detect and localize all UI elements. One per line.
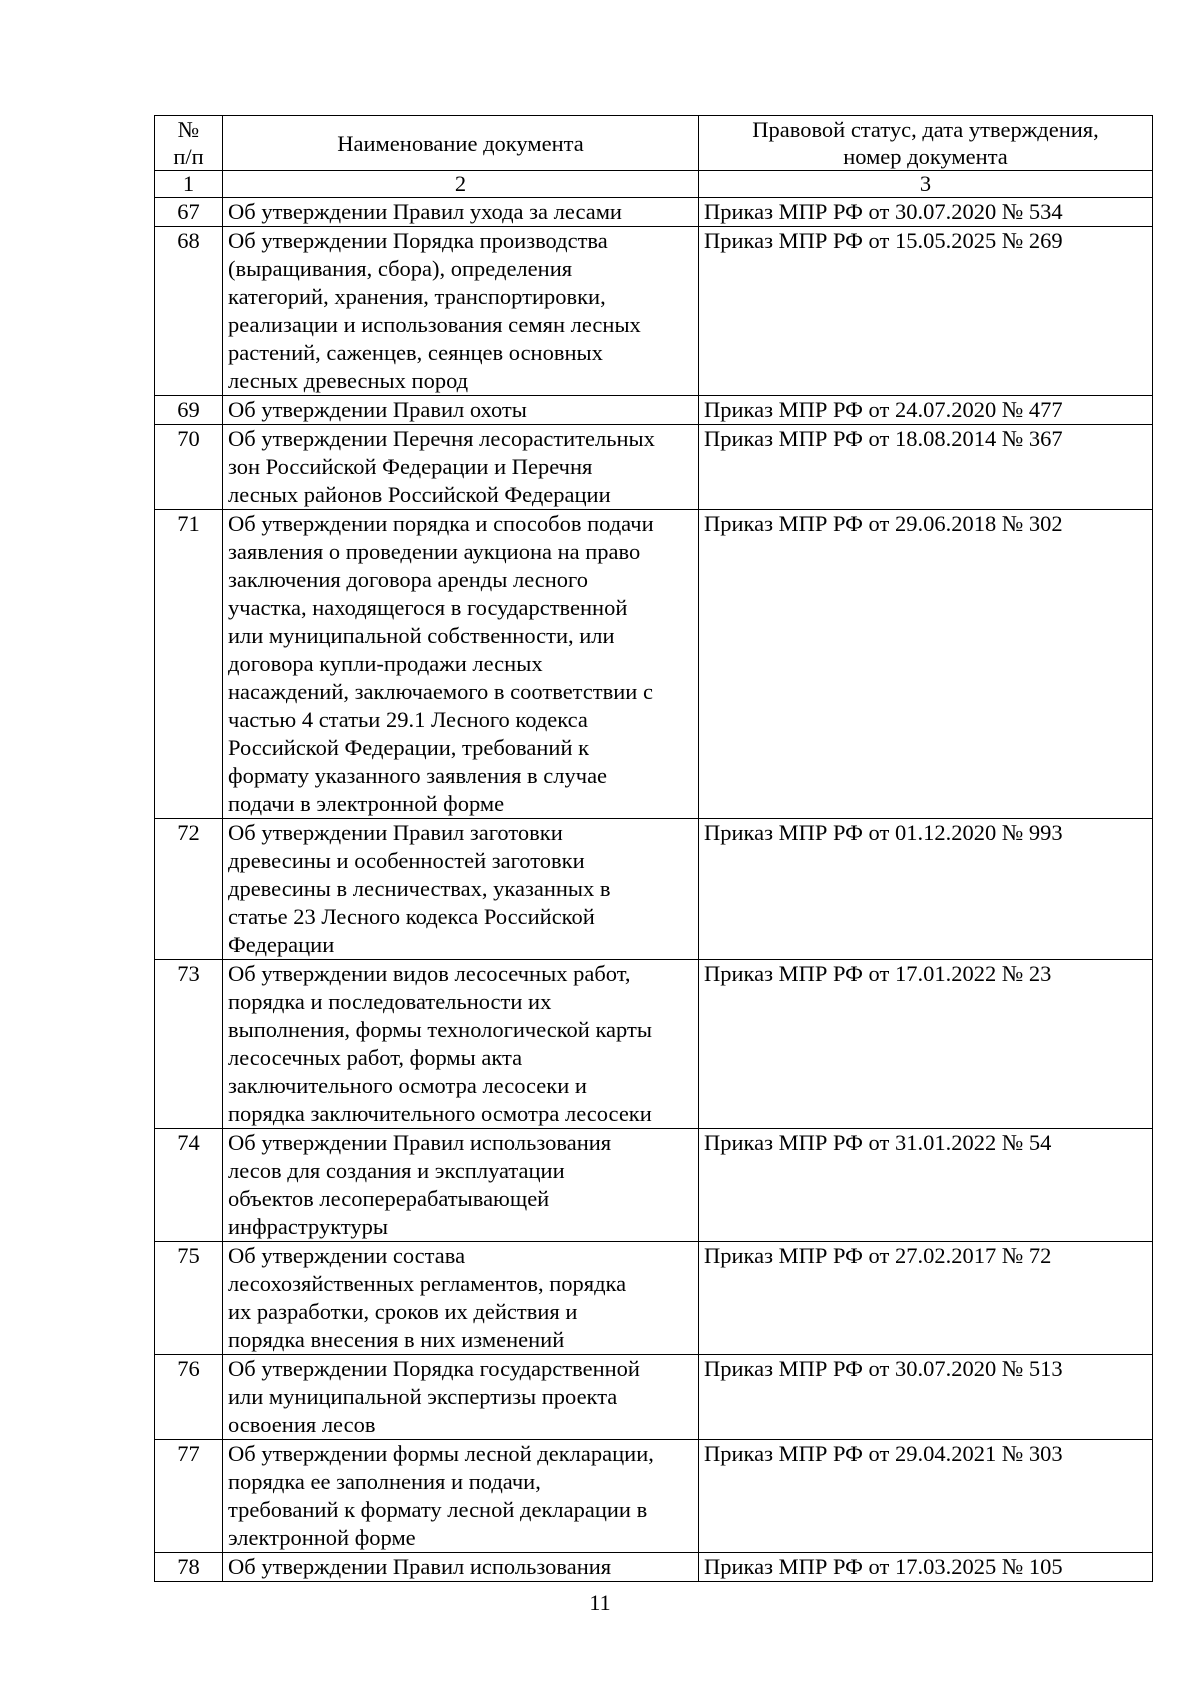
row-number: 67	[155, 198, 223, 227]
table-row	[155, 1242, 1153, 1355]
legal-status: Приказ МПР РФ от 17.01.2022 № 23	[699, 960, 1153, 1129]
row-number: 68	[155, 227, 223, 396]
document-name: Об утверждении Правил использования лесов для создания и эксплуатации объектов лесоперерабатывающей инфраструктуры	[223, 1129, 699, 1242]
row-number: 71	[155, 510, 223, 819]
document-name: Об утверждении Перечня лесорастительных зон Российской Федерации и Перечня лесных районов Российской Федерации	[223, 425, 699, 510]
column-index: 2	[223, 171, 699, 198]
row-number: 73	[155, 960, 223, 1129]
row-number: 69	[155, 396, 223, 425]
document-name: Об утверждении Порядка производства (выращивания, сбора), определения категорий, хранения, транспортировки, реализации и использования семян лесных растений, саженцев, сеянцев основных лесных древесных пород	[223, 227, 699, 396]
table-row	[155, 1129, 1153, 1242]
document-name: Об утверждении видов лесосечных работ, порядка и последовательности их выполнения, формы технологической карты лесосечных работ, формы акта заключительного осмотра лесосеки и порядка заключительного осмотра лесосеки	[223, 960, 699, 1129]
header-num: № п/п	[155, 116, 223, 171]
legal-status: Приказ МПР РФ от 30.07.2020 № 513	[699, 1355, 1153, 1440]
header-status: Правовой статус, дата утверждения, номер документа	[699, 116, 1153, 171]
table-row	[155, 1355, 1153, 1440]
table-row	[155, 1553, 1153, 1582]
legal-status: Приказ МПР РФ от 30.07.2020 № 534	[699, 198, 1153, 227]
legal-status: Приказ МПР РФ от 31.01.2022 № 54	[699, 1129, 1153, 1242]
table-row	[155, 425, 1153, 510]
row-number: 77	[155, 1440, 223, 1553]
document-name: Об утверждении формы лесной декларации, порядка ее заполнения и подачи, требований к формату лесной декларации в электронной форме	[223, 1440, 699, 1553]
legal-status: Приказ МПР РФ от 01.12.2020 № 993	[699, 819, 1153, 960]
table-body	[155, 198, 1153, 1582]
table-row	[155, 819, 1153, 960]
legal-status: Приказ МПР РФ от 24.07.2020 № 477	[699, 396, 1153, 425]
column-index-row	[155, 171, 1153, 198]
legal-status: Приказ МПР РФ от 29.06.2018 № 302	[699, 510, 1153, 819]
legal-status: Приказ МПР РФ от 27.02.2017 № 72	[699, 1242, 1153, 1355]
documents-table	[154, 115, 1153, 1582]
table-row	[155, 227, 1153, 396]
legal-status: Приказ МПР РФ от 18.08.2014 № 367	[699, 425, 1153, 510]
header-row	[155, 116, 1153, 171]
row-number: 78	[155, 1553, 223, 1582]
row-number: 76	[155, 1355, 223, 1440]
document-name: Об утверждении порядка и способов подачи заявления о проведении аукциона на право заключения договора аренды лесного участка, находящегося в государственной или муниципальной собственности, или договора купли-продажи лесных насаждений, заключаемого в соответствии с частью 4 статьи 29.1 Лесного кодекса Российской Федерации, требований к формату указанного заявления в случае подачи в электронной форме	[223, 510, 699, 819]
legal-status: Приказ МПР РФ от 15.05.2025 № 269	[699, 227, 1153, 396]
table-row	[155, 198, 1153, 227]
table-row	[155, 510, 1153, 819]
document-name: Об утверждении Порядка государственной или муниципальной экспертизы проекта освоения лесов	[223, 1355, 699, 1440]
column-index: 1	[155, 171, 223, 198]
document-name: Об утверждении Правил ухода за лесами	[223, 198, 699, 227]
document-name: Об утверждении Правил использования	[223, 1553, 699, 1582]
legal-status: Приказ МПР РФ от 17.03.2025 № 105	[699, 1553, 1153, 1582]
row-number: 74	[155, 1129, 223, 1242]
column-index: 3	[699, 171, 1153, 198]
row-number: 72	[155, 819, 223, 960]
legal-status: Приказ МПР РФ от 29.04.2021 № 303	[699, 1440, 1153, 1553]
document-name: Об утверждении состава лесохозяйственных регламентов, порядка их разработки, сроков их действия и порядка внесения в них изменений	[223, 1242, 699, 1355]
document-name: Об утверждении Правил охоты	[223, 396, 699, 425]
table-row	[155, 396, 1153, 425]
row-number: 70	[155, 425, 223, 510]
table-header	[155, 116, 1153, 198]
table-row	[155, 1440, 1153, 1553]
row-number: 75	[155, 1242, 223, 1355]
page-number: 11	[589, 1590, 611, 1615]
header-name: Наименование документа	[223, 116, 699, 171]
document-name: Об утверждении Правил заготовки древесины и особенностей заготовки древесины в лесничествах, указанных в статье 23 Лесного кодекса Российской Федерации	[223, 819, 699, 960]
table-row	[155, 960, 1153, 1129]
